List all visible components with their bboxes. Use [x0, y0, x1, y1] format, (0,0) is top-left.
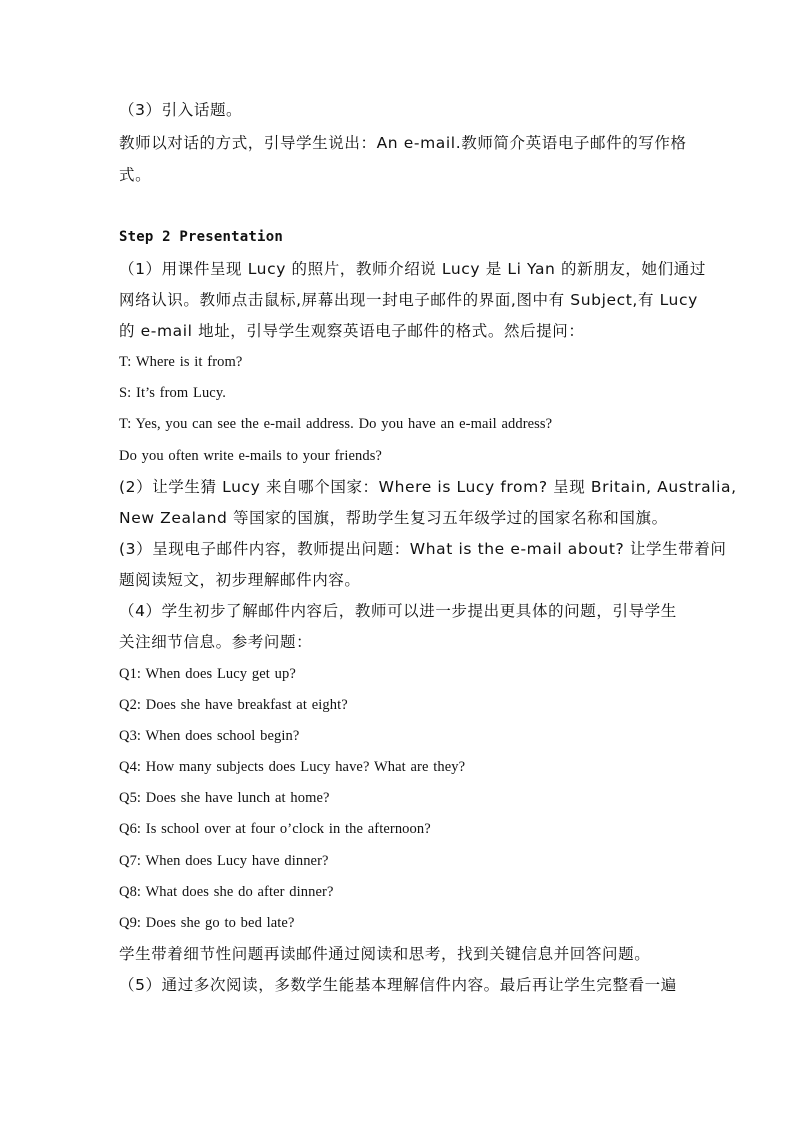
dialogue-line: T: Where is it from? [119, 354, 243, 370]
paragraph-line: 式。 [119, 166, 152, 184]
dialogue-line: S: It’s from Lucy. [119, 385, 226, 401]
paragraph-line: 的 e-mail 地址，引导学生观察英语电子邮件的格式。然后提问： [119, 322, 585, 340]
subsection-title: （3）引入话题。 [119, 101, 243, 119]
dialogue-line: T: Yes, you can see the e-mail address. Do you have an e-mail address? [119, 416, 553, 432]
dialogue-line: Do you often write e-mails to your friends? [119, 448, 382, 464]
paragraph-line: （1）用课件呈现 Lucy 的照片，教师介绍说 Lucy 是 Li Yan 的新朋友，她们通过 [119, 260, 706, 278]
paragraph-line: (2）让学生猜 Lucy 来自哪个国家：Where is Lucy from? 呈现 Britain, Australia, [119, 478, 737, 496]
paragraph-line: （5）通过多次阅读，多数学生能基本理解信件内容。最后再让学生完整看一遍 [119, 976, 677, 994]
question-line: Q8: What does she do after dinner? [119, 884, 334, 900]
paragraph-line: 题阅读短文，初步理解邮件内容。 [119, 571, 361, 589]
paragraph-line: 教师以对话的方式，引导学生说出：An e-mail.教师简介英语电子邮件的写作格 [119, 134, 687, 152]
question-line: Q4: How many subjects does Lucy have? What are they? [119, 759, 466, 775]
question-line: Q7: When does Lucy have dinner? [119, 853, 329, 869]
paragraph-line: New Zealand 等国家的国旗，帮助学生复习五年级学过的国家名称和国旗。 [119, 509, 668, 527]
question-line: Q5: Does she have lunch at home? [119, 790, 330, 806]
question-line: Q1: When does Lucy get up? [119, 666, 296, 682]
question-line: Q3: When does school begin? [119, 728, 300, 744]
question-line: Q9: Does she go to bed late? [119, 915, 295, 931]
question-line: Q2: Does she have breakfast at eight? [119, 697, 348, 713]
paragraph-line: （4）学生初步了解邮件内容后，教师可以进一步提出更具体的问题，引导学生 [119, 602, 677, 620]
paragraph-line: 网络认识。教师点击鼠标,屏幕出现一封电子邮件的界面,图中有 Subject,有 Lucy [119, 291, 698, 309]
section-heading: Step 2 Presentation [119, 229, 283, 245]
paragraph-line: 学生带着细节性问题再读邮件通过阅读和思考，找到关键信息并回答问题。 [119, 945, 651, 963]
paragraph-line: 关注细节信息。参考问题： [119, 633, 313, 651]
paragraph-line: (3）呈现电子邮件内容，教师提出问题：What is the e-mail about? 让学生带着问 [119, 540, 727, 558]
question-line: Q6: Is school over at four o’clock in the afternoon? [119, 821, 431, 837]
